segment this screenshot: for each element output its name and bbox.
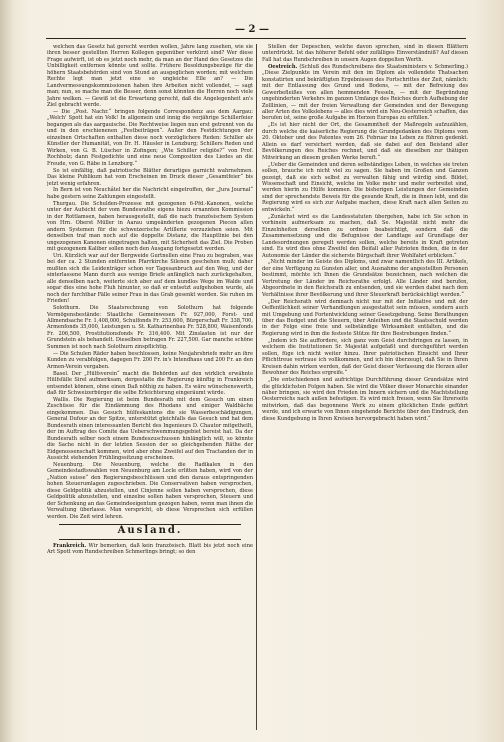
- article-paragraph: [47, 351, 253, 370]
- paragraph-text: Wallis. Die Regierung ist beim Bundesrath mit dem Gesuch um einen Zuschüsse für die Eindämmung des Rhodans und einiger Waldbäche eingekommen. Das Gesuch hülfeskantons die sie Wasserbeschädigungen, General Dufour an der Spitze, unterstützt gleichfalls das Gesuch und hat dem Bundesrath einen interessanten Bericht des Ingenieurs D. Chautor mitgetheilt, der im Auftrag des Comite das Ueberschwemmungsgebiet bereist hat. Da der Bundesrath selber noch einem Bundeszuschussen hinlänglich will, so könnte die Sache nicht in der letzten Session der so gleichgebenden Räthe der Eidgenossenschaft kommen, wird aber ohne Zweifel auf den Tractanden der in Aussicht stehenden Frühlingssitzung erscheinen.: [47, 396, 253, 462]
- right-column: [262, 44, 468, 732]
- paragraph-text: „Indem ich Sie auffordere, sich ganz vom Geist durchdringen zu lassen, in welchem die Institutionen Sr. Majestät aufgefaßt und durchgeführt werden sollen, füge ich nicht weiter hinzu. Ihrer patriotischen Einsicht und Ihrer Pflichttreue vertraue ich vollkommen, und ich bin überzeugt, daß Sie in Ihren Kreisen dahin wirken werden, daß der Geist dieser Verfassung die Herzen aller Bewohner des Reiches ergreife.“: [262, 337, 468, 377]
- left-paragraphs-top: [47, 44, 253, 520]
- paragraph-text: So ist einfältig, daß patriotische Blätter derartiges garnicht wahrnehmen. Das kleine Publikum hat vom Erscheinen im Druck dieser „Gesamtfeier“ bis jetzt wenig erfahren.: [47, 167, 253, 187]
- article-paragraph: [262, 299, 468, 338]
- article-paragraph: [47, 543, 253, 556]
- paragraph-text: „Der Reichsrath wird demnach nicht nur mit der Initiative und mit der Oeffentlichkeit seiner Verhandlungen ausgestattet sein müssen, sondern auch mit Umgebung und Fortentwicklung seiner Gesetzgebung. Seine Berathungen über das Budget und die Steuern, über Anleihen und die Staatsschuld werden in der Folge eine freie und selbständige Wirksamkeit entfalten, und die Regierung wird in ihm die festeste Stütze für ihre Bestrebungen finden.“: [262, 298, 468, 337]
- paragraph-text: welchen das Gesetz hat gerecht werden wollen, Jahre lang zusehen, wie sie ihren besser gestellten Herren Kollegen gegenüber verkürzt sind? Wer diese Frage aufwirft, ist ob es jetzt noch mehr, da man an der Hand des Gesetzes die Unbilligkeit entfernen könnte und sollte. Frühere Besoldungsbezüge für die höhern Staatsbehörden sind von Stund an ausgeglichen worden; mit welchem Rechte legt man jetzt eine so ungleiche Elle an? — Die Landvermessungskommissionen haben ihre Arbeiten nicht vollendet, — sagt man; nun, so mache man die Besser, denn sonst könnten die Herren noch viele Jahre welken. — Gewiß ist die Erwartung gerecht, daß die Angelegenheit an's Ziel gebracht werde.: [47, 44, 253, 109]
- article-paragraph: [262, 122, 468, 161]
- page-number: — 2 —: [235, 24, 269, 35]
- article-paragraph: [47, 253, 253, 305]
- article-paragraph: [262, 259, 468, 298]
- article-paragraph: [262, 214, 468, 259]
- paragraph-text: „Es ist hier nicht der Ort, die Gesammtheit der Maßregeln aufzuzählen, durch welche die kaiserliche Regierung die Grundgedanken des Diploms vom 20. Oktober und des Patentes vom 26. Februar ins Leben zu führen gedenkt. Allein es darf versichert werden, daß sie dabei auf den Beistand aller Bevölkerungen des Reiches rechnet, und daß sie dieselben zur thätigen Mitwirkung an diesem großen Werke beruft.“: [262, 122, 468, 161]
- right-paragraphs: [262, 44, 468, 422]
- paragraph-lead: Oestreich.: [268, 63, 298, 70]
- paragraph-text: Basel. Der „Hülfsverein“ macht die Behörden auf den wirklich erwähnte Hülfsfälle Sirel aufmerksam, dergestalte die Regierung künftig in Frankreich entsendet können, ohne einen Daß nöthig zu haben. Es wäre wünschenswerth, daß für Schweizerbürger die selbe Erleichterung eingeräumt würde.: [47, 370, 253, 397]
- section-divider-bottom: [59, 539, 241, 540]
- article-paragraph: [262, 162, 468, 214]
- article-paragraph: [47, 462, 253, 520]
- header-rule: [46, 38, 466, 39]
- article-paragraph: [47, 305, 253, 350]
- paragraph-text: „Die entschiedenen und aufrichtige Durchführung dieser Grundsätze wird die glücklichsten Folgen haben. Sie wird die Völker dieser Monarchie einander näher bringen, sie wird den Frieden im Innern sichern und die Machtstellung Oesterreichs nach außen befestigen. Es wird mich freuen, wenn Sie Ihrerseits mitwirken, daß das begonnene Werk zu einem glücklichen Ende geführt werde, und ich erwarte von Ihnen eingehende Berichte über den Eindruck, den diese Kundgebung in Ihren Kreisen hervorgebracht haben wird.“: [262, 377, 468, 422]
- article-paragraph: [47, 187, 253, 200]
- paragraph-text: — Die Schulen Räder haben beschlossen, keine Neujahrsbriefe mehr an ihre Kunden zu verabfolgen, dagegen Fr. 200 Fr. in's Intendhaus und 200 Fr. an den Armen-Verein vergaben.: [47, 350, 253, 370]
- paragraph-text: Neuenburg. Die Neuenburg, welche die Radikalen in den Gemeindestadtswahlen von Neuenburg am Locle erlitten haben, wird von der „Nation suisse“ den Regierungsbeschlüssen und den daraus entspringenden hohen Steuerumlagen zugeschrieben. Die Conservativen haben versprochen, diese Geldpolitik abzustellen, und Cinjenne sollen haben versprochen, diese Geldpolitik abzustellen, und einzelne sollen haben versprochen, Steuern und der Schenkung an das Gemeindeeigentum gezogen haben, wenn man ihnen die Verwaltung überlasse. Man verspricht, ob diese Versprechen sich erfüllen werden. Die Zeit wird lehren.: [47, 462, 253, 520]
- article-paragraph: [47, 44, 253, 109]
- paragraph-text: Stellen der Depeschen, welche davon sprechen, sind in diesen Blättern unterdrückt. Ist das höherer Befehl oder zufälliges Einverständniß? Auf diesen Fall hat das Rundschreiben in unsern Augen doppelten Werth.: [262, 44, 468, 63]
- page-spine-shadow: [0, 0, 14, 742]
- section-heading-ausland: Ausland.: [117, 525, 183, 537]
- paragraph-text: „Nicht minder im Geiste des Diploms, und zwar namentlich des III. Artikels, der eine Verfügung zu Gunsten aller, und Ausnahme der angestellten Personen bestimmt, möchte ich Ihnen die Grundsätze bezeichnen, nach welchen die Vertretung der Länder im Reichsrathe erfolgt. Alle Länder sind berufen, Abgeordnete in den Reichsrath zu entsenden, und sie werden dabei nach dem Verhältnisse ihrer Bevölkerung und ihrer Steuerkraft berücksichtigt werden.“: [262, 259, 468, 298]
- paragraph-text: Uri. Kürzlich war auf der Bergweide Gurtnellen eine Frau zu begraben, was bei der ca. 2 Stunden entfernten Pfarrkirche Silenen geschehen muß; daher mußten sich die Leidenträger schon vor Tagesanbruch auf den Weg, und der sinterlassene Mann durch aus wenige Briefe anfänglich nach zurückgehalten, alle denselben nach, weiterte sich aber auf dem kundlos Wege im Walde und sogar dies eine hohe Fluh hinunter, so daß er entsetzt aufgehoben wurde, als noch der furchtbar Fälle seiner Frau in das Grab gesenkt worden. Sie ruhen im Frieden!: [47, 253, 253, 305]
- paragraph-text: „Zunächst wird es die Landesstatuten übergehen, habe ich Sie schon in vorhinein aufmerksam zu machen, daß Se. Majestät nicht mehr die Einzelnheiten derselben zu ordnen beabsichtigt, sondern daß die Zusammensetzung und die Befugnisse der Landtage auf Grundlage der Landesordnungen geregelt werden sollen, welche bereits in Kraft getreten sind. Es wird dies ohne Zweifel den Beifall aller Patrioten finden, die in der Autonomie der Länder die sicherste Bürgschaft ihrer Wohlfahrt erblicken.“: [262, 213, 468, 259]
- article-paragraph: [262, 44, 468, 63]
- column-divider: [256, 44, 257, 730]
- left-paragraphs-bottom: [47, 543, 253, 556]
- article-paragraph: [262, 64, 468, 122]
- article-paragraph: [47, 109, 253, 167]
- paragraph-lead: Frankreich.: [53, 542, 87, 549]
- article-paragraph: [262, 377, 468, 422]
- article-paragraph: [47, 201, 253, 253]
- paragraph-text: Solothurn. Die Staatsrechnung von Solothurn hat folgende Vermögensbestände: Staatliche Gemeinwesen Fr. 927,000, Forst- und Allmendsache Fr. 1,408,000, Schulfonds Fr. 253,600, Bürgerschaft Fr. 338,700, Armenfonds 35,000, Leistungen u. St. Katharinenbau Fr. 528,800, Waisenfonds Fr. 206,500, Prostitutionsfonds Fr. 316,400. Mit Zinslasten ist nur der Grundstein als behandelt. Dieselben betragen Fr. 227,500. Gar manche schöne Summen ist noch nach Solothurn zinspflichtig.: [47, 305, 253, 350]
- paragraph-text: Wir bemerken, daß kein französisch. Blatt bis jetzt noch eine Art Spott vom Rundschreiben Schmerlings bringt; so den: [47, 542, 253, 555]
- paragraph-text: In Bern ist von Neuchâtel her die Nachricht eingetroffen, der „Jura Journal“ habe gestern seine Zahlungen eingestellt.: [47, 187, 253, 200]
- article-paragraph: [47, 371, 253, 397]
- article-paragraph: [47, 397, 253, 462]
- paragraph-text: — Die „Post. Nachr.“ bringen folgende Correspondenz aus dem Aargau: „Welch' Spott hat ein Volk! In allgemein und innig die verjährige Schillerfeier begangen als das aargauische. Die Rechtweise liegen nun erst getrennt von da und in den erschienenen „Festbeiträgen“. Außer den Festdichtungen der einzelnen Ortschaften enthalten diese noch vorzüglichere Reden: Schiller als Künstler der Humanität, von Dr. H. Häusler in Lenzburg; Schillers Reden und Wirken, von G. B. Lüscher in Zofingen; „Wie Schiller religiös?“ von Prof. Rochholz; dann Festgedichte und eine neue Composition des Liedes an die Freude, von G. Räbe in Lenzburg.“: [47, 109, 253, 167]
- left-column: [47, 44, 253, 732]
- article-paragraph: [47, 168, 253, 187]
- paragraph-text: Thurgau. Die Schulden-Prozesse mit gezogenen 6-Pfd.-Kanonen, welche unter der Aufsicht der vom Bundesrathe eigens hiezu ernannten Kommission in der Rottlamsen, haben herausgestellt, daß die nach französischem System von Hrn. Oberst Müller in Aarau umgeänderten gezogenen Piecen allen andern Systemen für die schweizerische Artillerie vorzuziehen seien. Mit denselben traf man noch auf die doppelte Distanz, die Hauptlinie bei den ungezogenen Kanonen eingetragen halten, mit Sicherheit das Ziel. Die Proben mit gezogenem Kaliber sollen noch den Ausgang fortgesetzt werden.: [47, 200, 253, 253]
- article-paragraph: [262, 338, 468, 377]
- paragraph-text: (Schluß des Rundschreibens des Staatsministers v. Schmerling.) „Diese Zielpunkte im Verein mit den im Diplom als vollendete Thatsachen konstatirten und bekräftigten Ergebnissen des Fortschrittes der Zeit, nämlich: mit der Entlassung des Grund und Bodens, — mit der Befreiung des Gewerbefleißes von allen hemmenden Fesseln, — mit der Begründung ungehinderten Verkehrs im ganzen Umfange des Reiches durch Aufhebung der Zolllinien, — mit der freien Verwaltung der Gemeinden und der Bewegung aller Arten des Volkslebens — alles dies wird ein Neu-Oesterreich schaffen, das berufen ist, seine große Aufgabe im Herzen Europas zu erfüllen.“: [262, 63, 468, 122]
- paragraph-text: „Ueber die Gemeinden und deren selbständiges Leben, in welches sie treten sollen, brauche ich nicht viel zu sagen. Sie haben im Großen und Ganzen gezeigt, daß sie sich selbst zu verwalten fähig und würdig sind. Bildet, Wissenschaft und Einsicht, welche im Volke mehr und mehr verbreitet sind, werden hierin zu Hülfe kommen. Die bisherigen Leistungen der Gemeinden sind der sprechendste Beweis für die gesunde Kraft, die in ihnen lebt, und die Regierung wird es sich zur Aufgabe machen, diese Kraft nach allen Seiten zu entwickeln.“: [262, 161, 468, 213]
